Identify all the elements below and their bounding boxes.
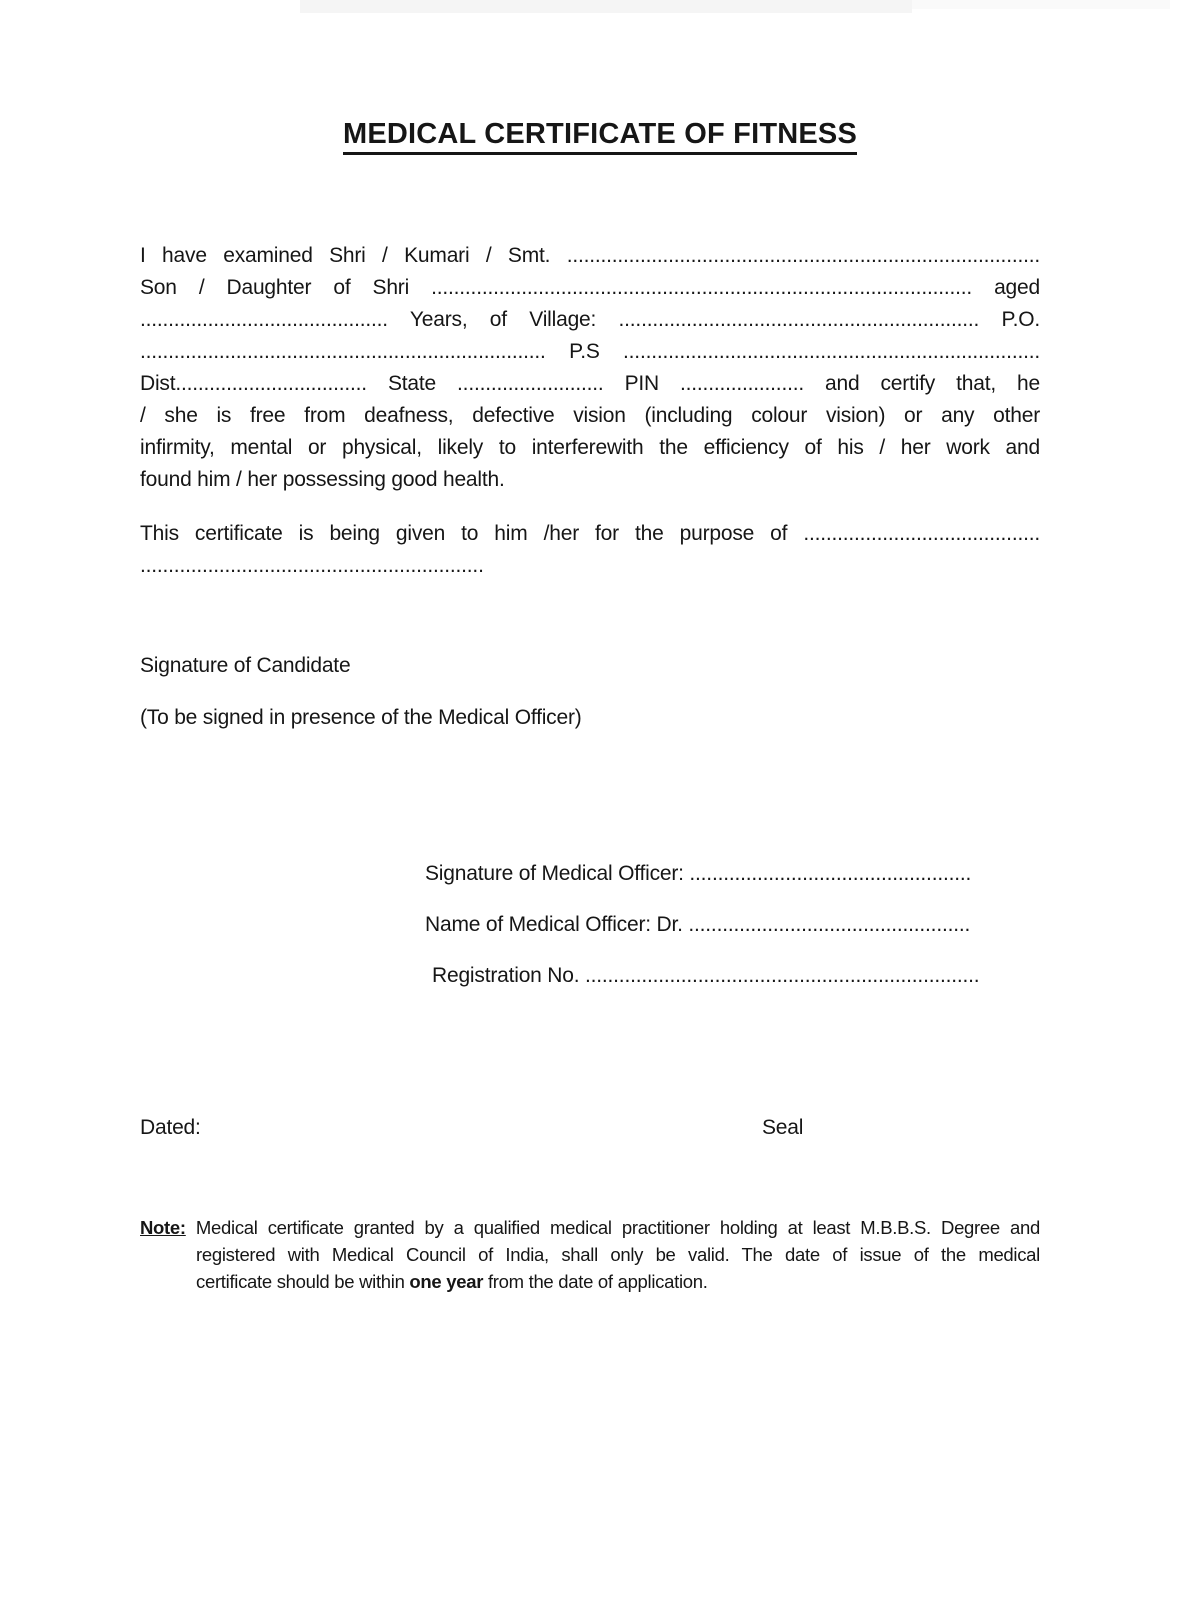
examination-paragraph bbox=[0, 240, 1200, 496]
note-line-3-pre: certificate should be within bbox=[196, 1271, 410, 1292]
dated-seal-row bbox=[0, 1112, 1200, 1144]
officer-signature-line: Signature of Medical Officer: .................................................. bbox=[425, 862, 972, 885]
line-deafness-vision: / she is free from deafness, defective vision (including colour vision) or any other bbox=[140, 404, 1040, 427]
line-years-village-po: ............................................ Years, of Village: ................................................................ P.O. bbox=[140, 308, 1040, 331]
seal-label: Seal bbox=[762, 1116, 804, 1139]
note-block bbox=[0, 1214, 1200, 1295]
note-line-3 bbox=[140, 1268, 1040, 1295]
note-line-1 bbox=[140, 1214, 1040, 1241]
document-title: MEDICAL CERTIFICATE OF FITNESS bbox=[343, 118, 857, 155]
line-son-daughter: Son / Daughter of Shri ................................................................................................ aged bbox=[140, 276, 1040, 299]
candidate-presence-row bbox=[0, 702, 1200, 734]
note-label: Note: bbox=[140, 1217, 186, 1238]
candidate-signature-label: Signature of Candidate bbox=[140, 654, 351, 677]
line-purpose: This certificate is being given to him /her for the purpose of .......................................... bbox=[140, 522, 1040, 545]
title-row bbox=[0, 118, 1200, 155]
line-examined-name: I have examined Shri / Kumari / Smt. .................................................................................... bbox=[140, 244, 1040, 267]
note-line-1-text: Medical certificate granted by a qualified medical practitioner holding at least M.B.B.S. Degree and bbox=[185, 1217, 1040, 1238]
line-dist-state-pin: Dist.................................. State .......................... PIN ...................... and certify that, he bbox=[140, 372, 1040, 395]
dated-label: Dated: bbox=[140, 1116, 201, 1139]
note-line-3-post: from the date of application. bbox=[483, 1271, 708, 1292]
note-one-year-emphasis: one year bbox=[409, 1271, 484, 1292]
candidate-presence-note: (To be signed in presence of the Medical Officer) bbox=[140, 706, 582, 729]
scan-artifact-band-light bbox=[912, 0, 1170, 9]
line-purpose-continued: ............................................................. bbox=[140, 554, 484, 577]
officer-registration-line: Registration No. ...................................................................... bbox=[432, 964, 980, 987]
officer-name-line: Name of Medical Officer: Dr. .................................................. bbox=[425, 913, 971, 936]
line-infirmity: infirmity, mental or physical, likely to interferewith the efficiency of his / her work and bbox=[140, 436, 1040, 459]
line-ps: ........................................................................ P.S .......................................................................... bbox=[140, 340, 1040, 363]
purpose-paragraph bbox=[0, 518, 1200, 582]
scan-artifact-band bbox=[300, 0, 912, 13]
note-line-2: registered with Medical Council of India, shall only be valid. The date of issue of the medical bbox=[196, 1244, 1040, 1265]
candidate-signature-row bbox=[0, 650, 1200, 682]
medical-officer-block bbox=[285, 858, 1200, 992]
line-good-health: found him / her possessing good health. bbox=[140, 468, 505, 491]
